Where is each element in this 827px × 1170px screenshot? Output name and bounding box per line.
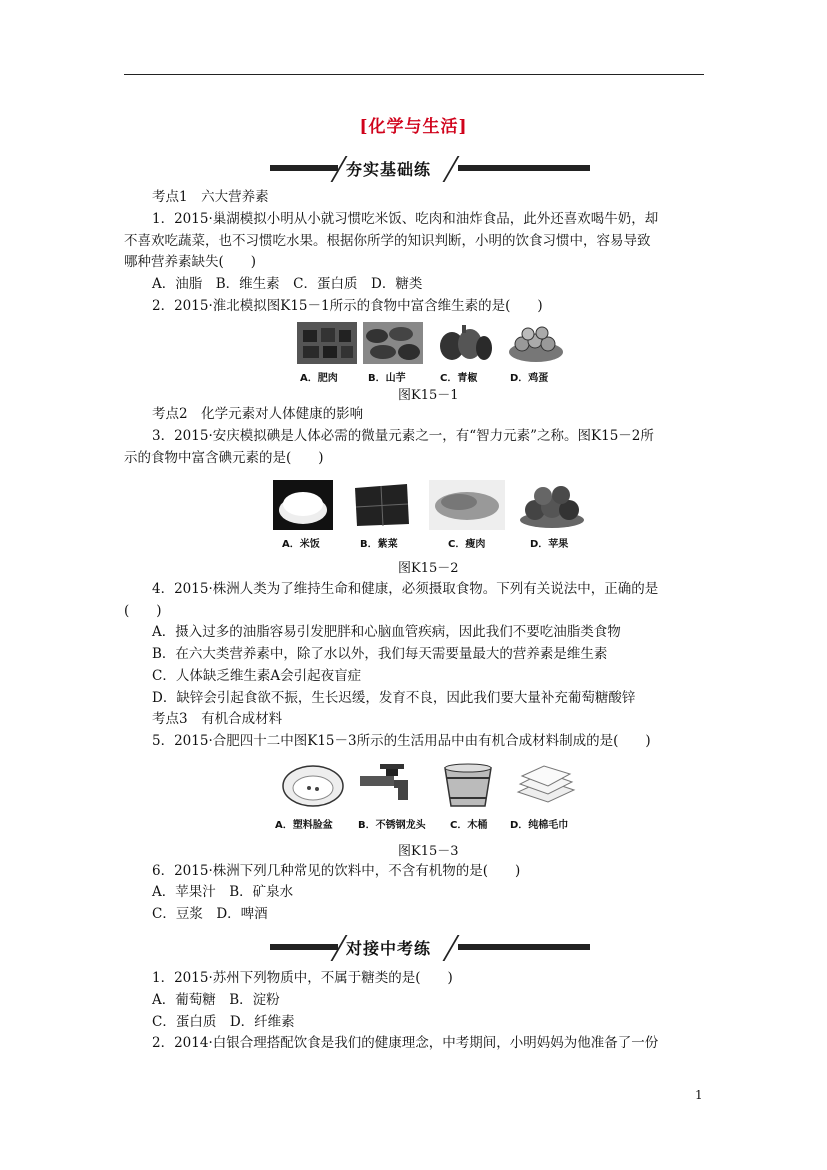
section-banner-exam [270,933,590,961]
figure-option-label: B．不锈钢龙头 [358,820,426,831]
question-text: 1．2015·巢湖模拟小明从小就习惯吃米饭、吃肉和油炸食品，此外还喜欢喝牛奶，却 [152,211,659,227]
answer-options: A．油脂 B．维生素 C．蛋白质 D．糖类 [152,276,423,292]
figure-option-label: A．塑料脸盆 [275,820,333,831]
cotton-towel-image [514,762,578,810]
figure-option-label: C．瘦肉 [448,539,486,550]
banner-bar-left [270,944,338,950]
answer-option: A．摄入过多的油脂容易引发肥胖和心脑血管疾病，因此我们不要吃油脂类食物 [152,624,621,640]
figure-option-label: D．鸡蛋 [510,373,549,384]
figure-option-label: C．木桶 [450,820,488,831]
question-text: 哪种营养素缺失( ) [124,254,257,270]
apples-image [517,480,587,530]
banner-text: 对接中考练 [346,939,432,958]
figure-option-label: D．苹果 [530,539,569,550]
question-text: 示的食物中富含碘元素的是( ) [124,450,324,466]
plastic-basin-image [281,762,345,810]
rice-image [273,480,333,530]
green-pepper-image [434,322,494,364]
question-text: 6．2015·株洲下列几种常见的饮料中，不含有机物的是( ) [152,863,521,879]
question-text: 4．2015·株洲人类为了维持生命和健康，必须摄取食物。下列有关说法中，正确的是 [152,581,659,597]
answer-options: A．葡萄糖 B．淀粉 [152,992,280,1008]
wooden-bucket-image [439,762,497,810]
banner-text: 夯实基础练 [346,160,432,179]
figure-option-label: C．青椒 [440,373,478,384]
section-banner-basic [270,154,590,182]
page-title: [化学与生活] [359,117,468,137]
answer-option: C．人体缺乏维生素A会引起夜盲症 [152,668,362,684]
question-text: 2．2015·淮北模拟图K15－1所示的食物中富含维生素的是( ) [152,298,543,314]
heading-topic-3: 考点3 有机合成材料 [152,711,283,727]
question-text: 不喜欢吃蔬菜，也不习惯吃水果。根据你所学的知识判断，小明的饮食习惯中，容易导致 [124,233,651,249]
figure-option-label: A．肥肉 [300,373,338,384]
banner-bar-right [458,944,590,950]
lean-meat-image [429,480,505,530]
answer-options: C．豆浆 D．啤酒 [152,906,268,922]
question-text: 3．2015·安庆模拟碘是人体必需的微量元素之一，有“智力元素”之称。图K15－2所 [152,428,654,444]
figure-option-label: B．山芋 [368,373,406,384]
eggs-image [506,322,566,364]
figure-caption: 图K15－3 [398,844,459,859]
seaweed-image [351,480,411,530]
question-text: 2．2014·白银合理搭配饮食是我们的健康理念，中考期间，小明妈妈为他准备了一份 [152,1035,659,1051]
figure-caption: 图K15－2 [398,561,459,576]
question-text: ( ) [124,603,162,619]
banner-slash [442,935,459,961]
sweet-potato-image [363,322,423,364]
fatty-meat-image [297,322,357,364]
heading-topic-1: 考点1 六大营养素 [152,189,269,205]
banner-bar-right [458,165,590,171]
heading-topic-2: 考点2 化学元素对人体健康的影响 [152,406,364,422]
figure-option-label: D．纯棉毛巾 [510,820,569,831]
answer-option: D．缺锌会引起食欲不振，生长迟缓，发育不良，因此我们要大量补充葡萄糖酸锌 [152,690,636,706]
figure-option-label: B．紫菜 [360,539,398,550]
question-text: 5．2015·合肥四十二中图K15－3所示的生活用品中由有机合成材料制成的是( ) [152,733,651,749]
answer-options: A．苹果汁 B．矿泉水 [152,884,294,900]
header-rule [124,74,704,75]
page-number: 1 [695,1088,703,1102]
figure-caption: 图K15－1 [398,388,459,403]
banner-slash [442,156,459,182]
question-text: 1．2015·苏州下列物质中，不属于糖类的是( ) [152,970,453,986]
figure-option-label: A．米饭 [282,539,320,550]
answer-option: B．在六大类营养素中，除了水以外，我们每天需要量最大的营养素是维生素 [152,646,608,662]
banner-bar-left [270,165,338,171]
answer-options: C．蛋白质 D．纤维素 [152,1014,295,1030]
steel-faucet-image [358,762,422,810]
